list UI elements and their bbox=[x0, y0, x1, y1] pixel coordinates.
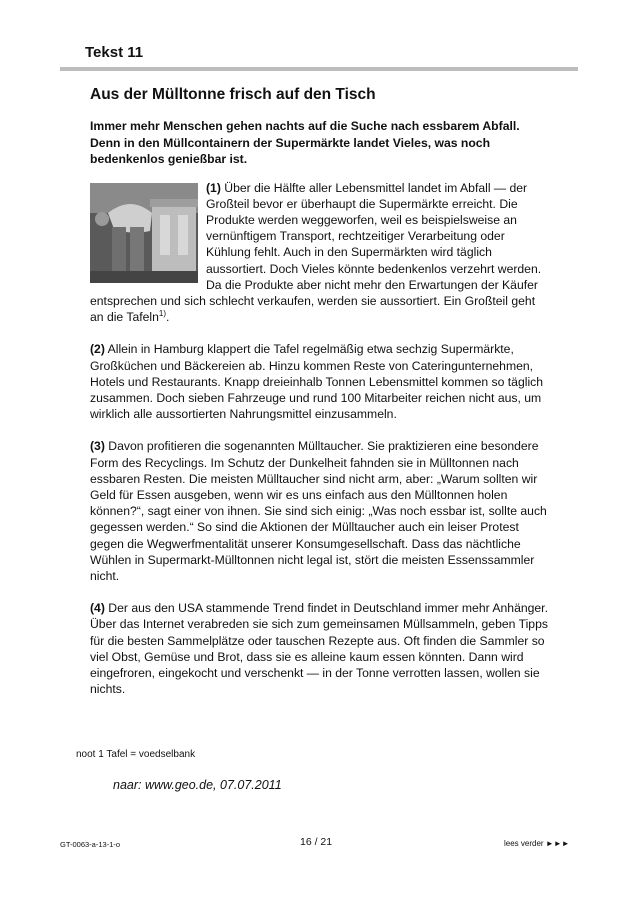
paragraph-text: Über die Hälfte aller Lebensmittel landet im Abfall — der Großteil bevor er überhaupt die Supermärkte erreicht. Die Produkte werden weggeworfen, weil es beispielsweise an vernünftigem Transport, rechtzeitiger Verarbeitung oder Kühlung fehlt. Auch in den Supermärkten wird täglich aussortiert. Doch Vieles könnte bedenkenlos verzehrt werden. Da die Produkte aber nicht mehr den Erwartungen der Käufer entsprechen und sich schlecht verkaufen, werden sie aussortiert. Ein Großteil geht an die Tafeln bbox=[90, 180, 542, 325]
article-title: Aus der Mülltonne frisch auf den Tisch bbox=[90, 86, 376, 103]
paragraph-number: (4) bbox=[90, 601, 105, 616]
section-heading: Tekst 11 bbox=[85, 44, 144, 61]
article-lead: Immer mehr Menschen gehen nachts auf die Suche nach essbarem Abfall. Denn in den Müllcontainern der Supermärkte landet Vieles, was noch bedenkenlos genießbar ist. bbox=[90, 119, 520, 166]
footnote-marker: 1) bbox=[158, 309, 167, 319]
source-citation: naar: www.geo.de, 07.07.2011 bbox=[113, 778, 282, 792]
paragraph-text: Der aus den USA stammende Trend findet in Deutschland immer mehr Anhänger. Über das Internet verabreden sie sich zum gemeinsamen Müllsammeln, geben Tipps für die besten Sammelplätze oder tauschen Rezepte aus. Oft finden die Sammler so viel Obst, Gemüse und Brot, dass sie es alleine kaum essen könnten. Dann wird eingefroren, eingekocht und verschenkt — in der Tonne verrotten lassen, wollen sie nichts. bbox=[90, 601, 548, 697]
paragraph-text: Davon profitieren die sogenannten Mülltaucher. Sie praktizieren eine besondere Form des Recyclings. Im Schutz der Dunkelheit fahnden sie in Mülltonnen nach essbaren Resten. Die meisten Mülltaucher sind nicht arm, aber: „Warum sollten wir Geld für Essen ausgeben, wenn wir es uns einfach aus den Mülltonnen holen können?“, sagt einer von ihnen. Sie sind sich einig: „Was noch essbar ist, sollte auch gegessen werden.“ So sind die Aktionen der Mülltaucher auch ein leiser Protest gegen die Wegwerfmentalität unserer Konsumgesellschaft. Dass das nächtliche Wühlen in Supermarkt-Mülltonnen nicht legal ist, stört die meisten Essenssammler nicht. bbox=[90, 439, 547, 583]
exam-code: GT-0063-a-13-1-o bbox=[60, 840, 121, 849]
paragraph-number: (1) bbox=[206, 180, 221, 195]
paragraph-1 bbox=[90, 180, 552, 326]
header-rule bbox=[60, 67, 578, 71]
page-number: 16 / 21 bbox=[300, 836, 333, 848]
paragraph-number: (2) bbox=[90, 342, 105, 357]
continue-indicator: lees verder ►►► bbox=[504, 839, 570, 848]
paragraph-text: Allein in Hamburg klappert die Tafel regelmäßig etwa sechzig Supermärkte, Großküchen und Bäckereien ab. Hinzu kommen Reste von Cateringunternehmen, Hotels und Restaurants. Knapp dreieinhalb Tonnen Lebensmittel kommen so täglich zusammen. Doch sieben Fahrzeuge und rund 100 Mitarbeiter reichen nicht aus, um wirklich alle aussortierten Nahrungsmittel einzusammeln. bbox=[90, 342, 544, 422]
paragraph-end: . bbox=[166, 310, 170, 325]
paragraph-2 bbox=[90, 341, 552, 422]
paragraph-4 bbox=[90, 600, 552, 697]
dumpster-diving-photo bbox=[90, 183, 198, 283]
paragraph-3 bbox=[90, 438, 552, 584]
footnote: noot 1 Tafel = voedselbank bbox=[76, 749, 196, 760]
paragraph-number: (3) bbox=[90, 439, 105, 454]
article bbox=[90, 86, 552, 713]
